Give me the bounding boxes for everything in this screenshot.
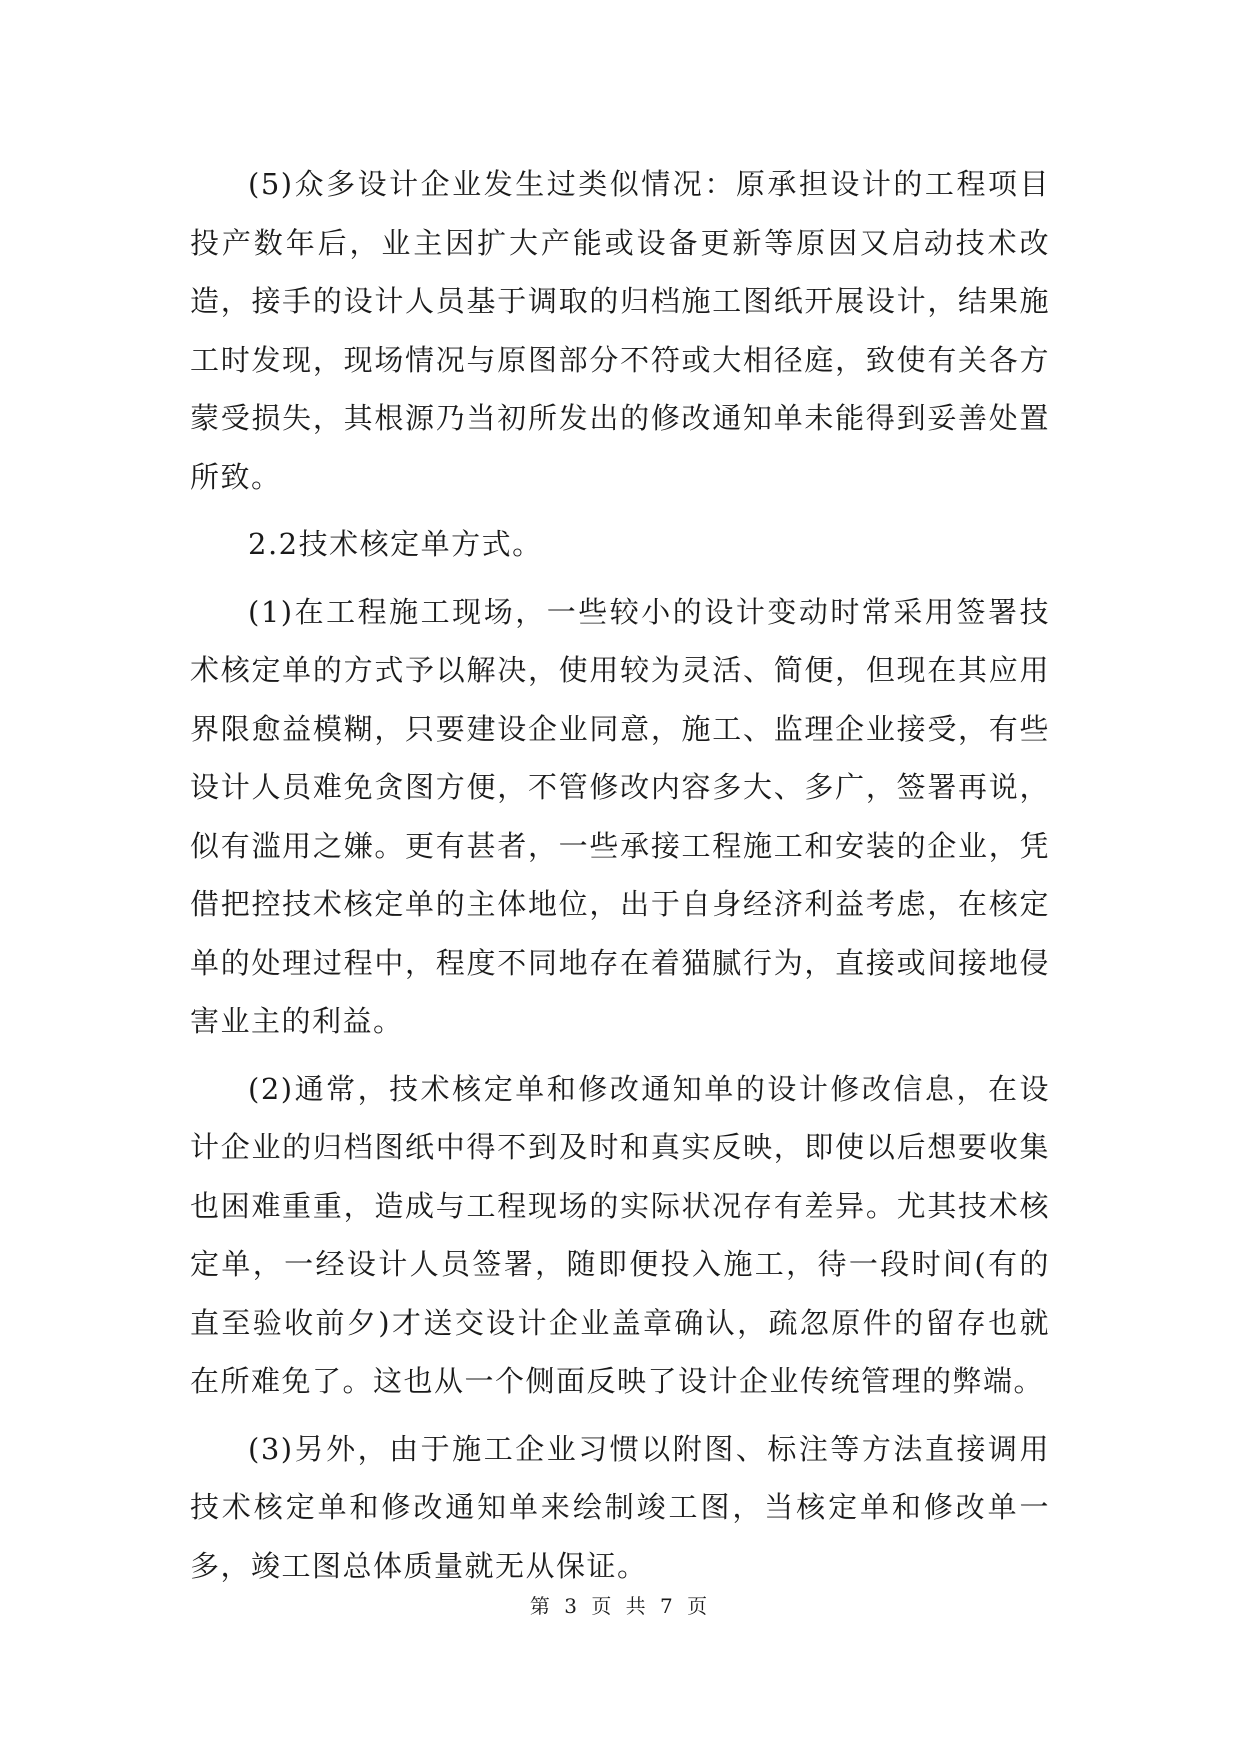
paragraph-item-5: (5)众多设计企业发生过类似情况：原承担设计的工程项目投产数年后，业主因扩大产能或设备更新等原因又启动技术改造，接手的设计人员基于调取的归档施工图纸开展设计，结果施工时发现，现场情况与原图部分不符或大相径庭，致使有关各方蒙受损失，其根源乃当初所发出的修改通知单未能得到妥善处置所致。: [190, 167, 1050, 494]
page-number-footer: 第 3 页 共 7 页: [529, 1594, 712, 1618]
section-heading-2-2: 2.2技术核定单方式。: [248, 527, 543, 561]
paragraph-item-2: (2)通常，技术核定单和修改通知单的设计修改信息，在设计企业的归档图纸中得不到及时和真实反映，即使以后想要收集也困难重重，造成与工程现场的实际状况存有差异。尤其技术核定单，一经设计人员签署，随即便投入施工，待一段时间(有的直至验收前夕)才送交设计企业盖章确认，疏忽原件的留存也就在所难免了。这也从一个侧面反映了设计企业传统管理的弊端。: [190, 1071, 1050, 1398]
paragraph-item-3: (3)另外，由于施工企业习惯以附图、标注等方法直接调用技术核定单和修改通知单来绘制竣工图，当核定单和修改单一多，竣工图总体质量就无从保证。: [190, 1431, 1050, 1583]
document-body: [190, 155, 1050, 1604]
paragraph-item-1: (1)在工程施工现场，一些较小的设计变动时常采用签署技术核定单的方式予以解决，使用较为灵活、简便，但现在其应用界限愈益模糊，只要建设企业同意，施工、监理企业接受，有些设计人员难免贪图方便，不管修改内容多大、多广，签署再说，似有滥用之嫌。更有甚者，一些承接工程施工和安装的企业，凭借把控技术核定单的主体地位，出于自身经济利益考虑，在核定单的处理过程中，程度不同地存在着猫腻行为，直接或间接地侵害业主的利益。: [190, 594, 1050, 1038]
